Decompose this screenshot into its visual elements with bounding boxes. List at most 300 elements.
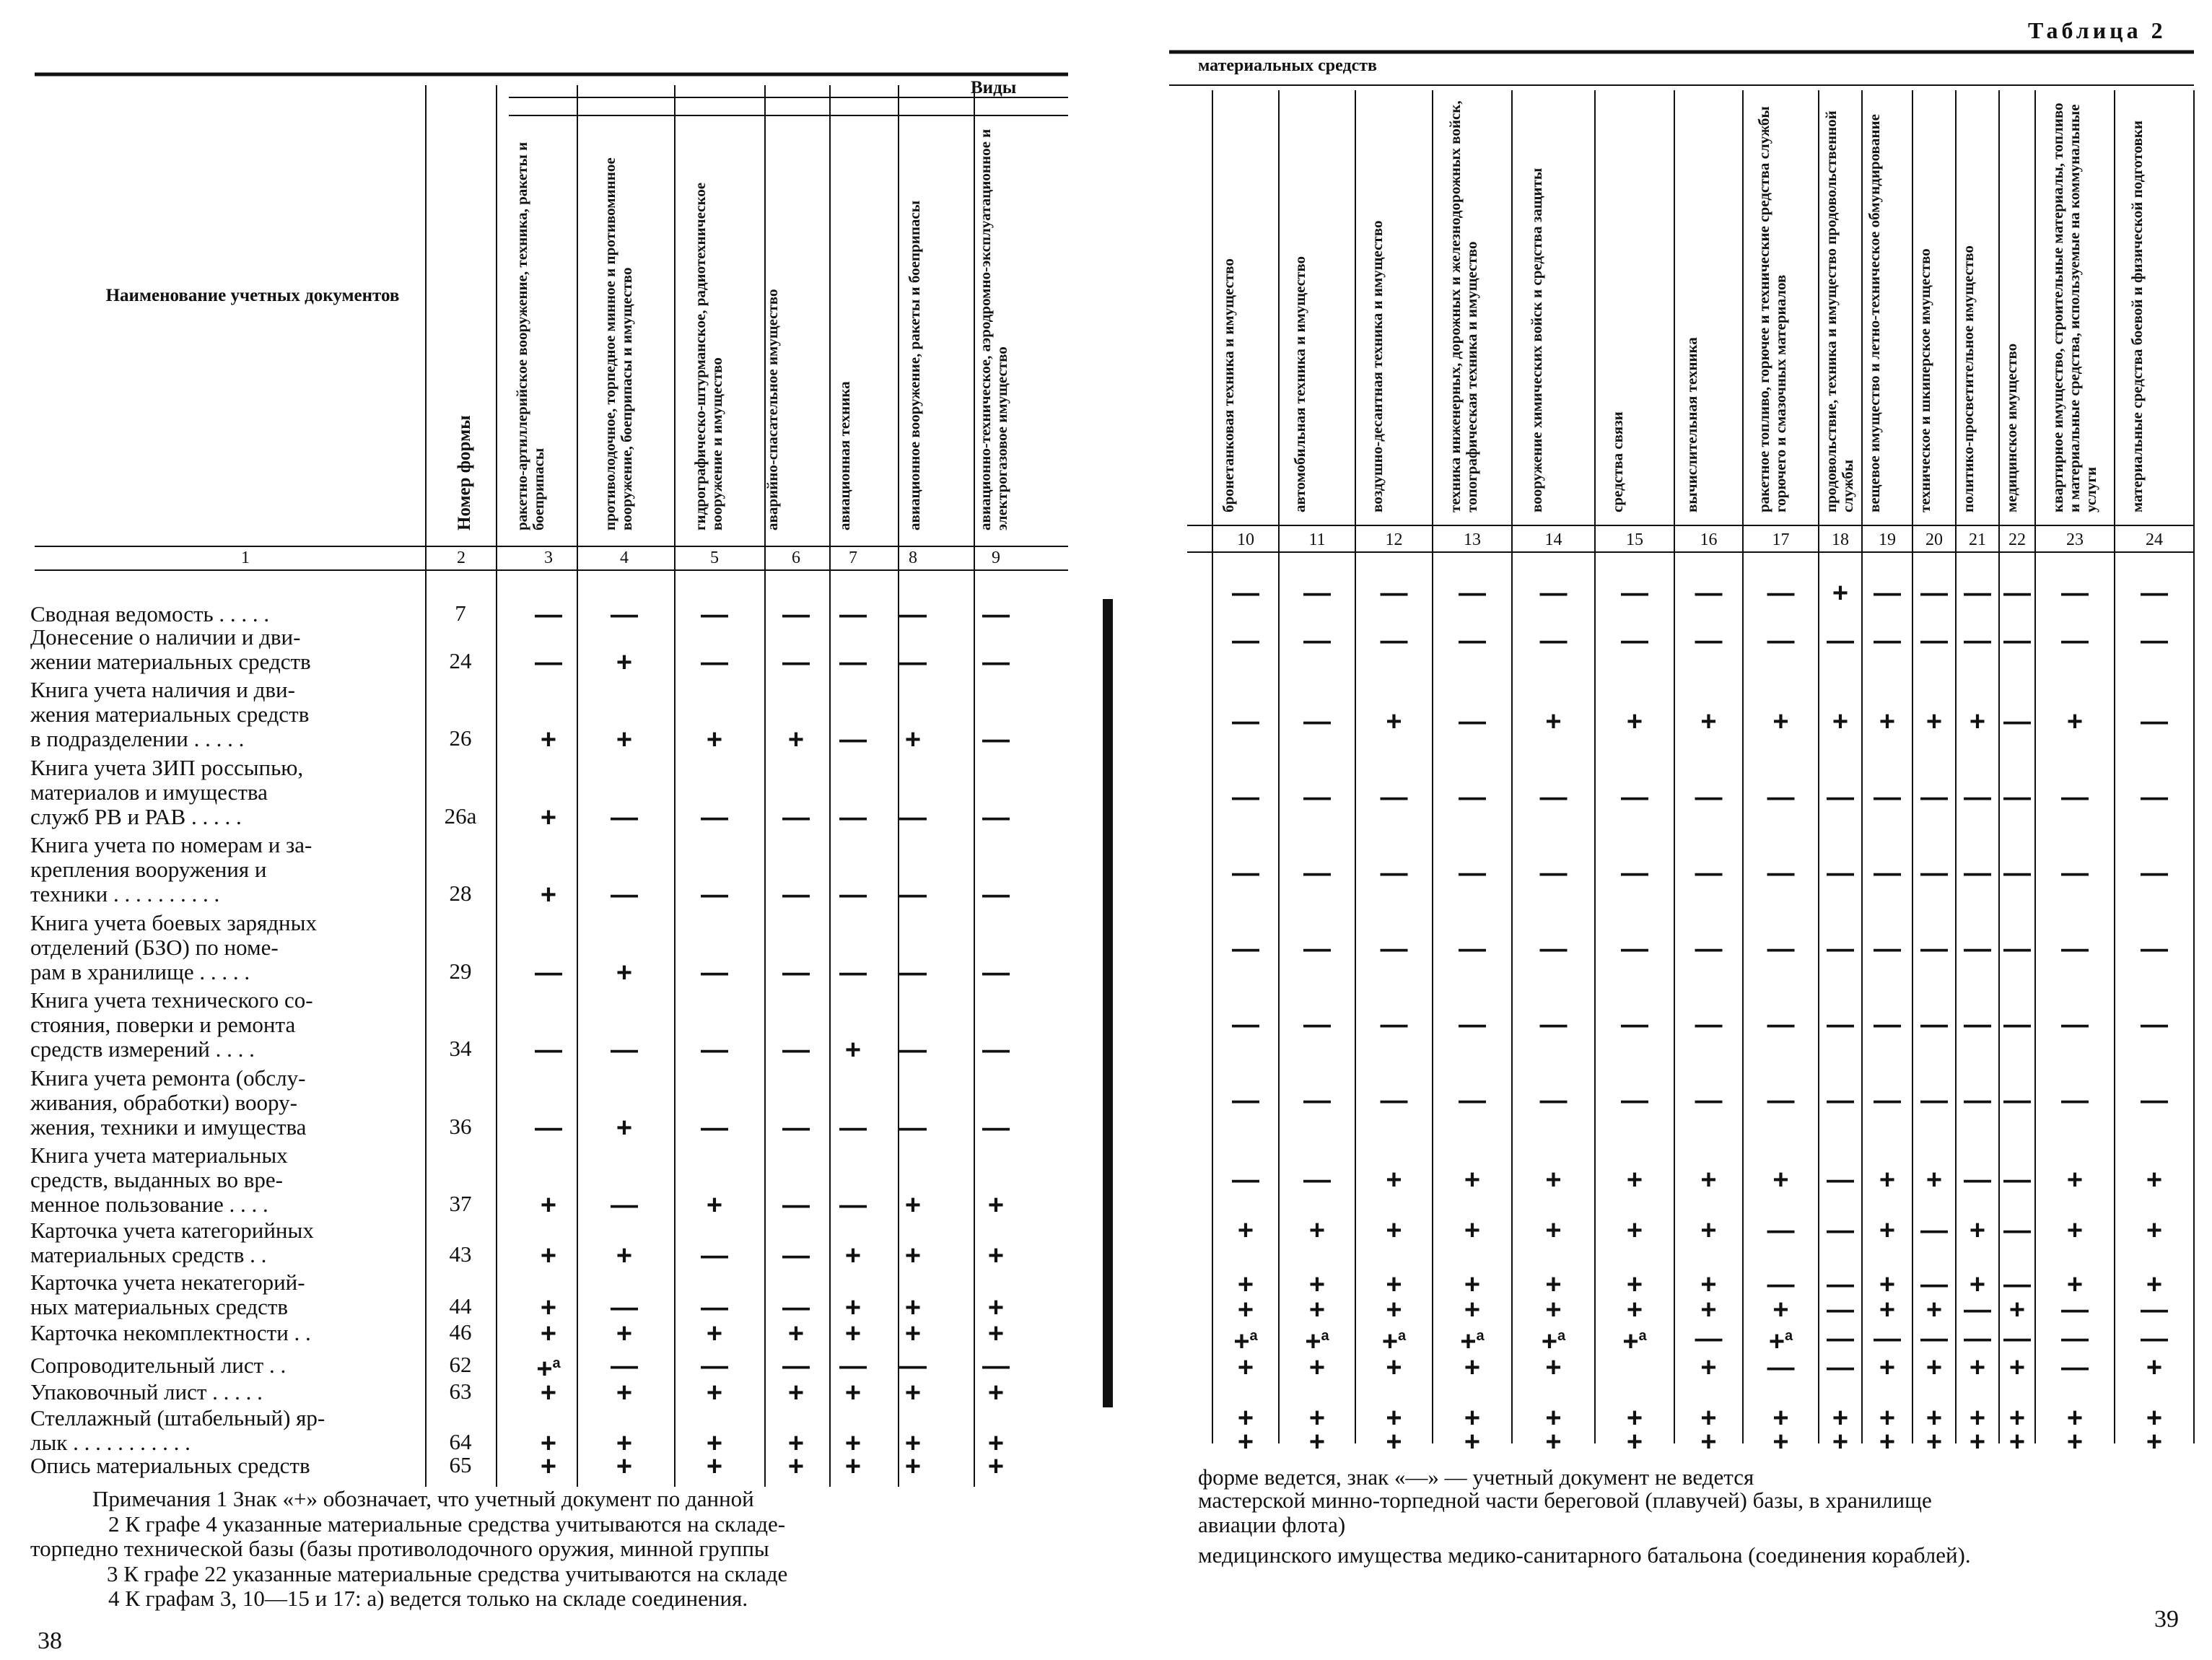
- row-form-number: 63: [449, 1379, 472, 1404]
- plus-mark: +: [1700, 707, 1717, 737]
- dash-mark: —: [1232, 1085, 1259, 1116]
- dash-mark: —: [899, 600, 927, 630]
- dash-mark: —: [982, 1113, 1010, 1143]
- plus-mark: +: [706, 1451, 723, 1482]
- dash-mark: —: [535, 647, 562, 678]
- plus-mark: +: [987, 1190, 1005, 1220]
- dash-mark: —: [535, 1035, 562, 1065]
- row-name-line: средств, выданных во вре-: [30, 1167, 283, 1192]
- plus-mark: +$^а$: [1768, 1326, 1793, 1357]
- header-continuation: материальных средств: [1198, 56, 1377, 75]
- plus-mark: +: [1308, 1295, 1326, 1325]
- dash-mark: —: [2003, 626, 2031, 656]
- plus-mark: +$^а$: [1381, 1326, 1407, 1357]
- dash-mark: —: [1303, 1010, 1331, 1040]
- column-number: 6: [792, 549, 800, 567]
- row-form-number: 37: [449, 1191, 472, 1216]
- plus-mark: +: [540, 1190, 557, 1220]
- dash-mark: —: [1964, 626, 1991, 656]
- name-column-header: Наименование учетных документов: [105, 286, 400, 305]
- dash-mark: —: [2061, 1353, 2089, 1383]
- plus-mark: +: [2146, 1165, 2163, 1195]
- dash-mark: —: [1539, 1085, 1568, 1116]
- dash-mark: —: [1767, 626, 1795, 656]
- dash-mark: —: [1767, 1270, 1795, 1300]
- plus-mark: +: [1308, 1427, 1326, 1457]
- dash-mark: —: [2003, 782, 2031, 813]
- plus-mark: +: [1386, 1165, 1402, 1195]
- row-form-number: 29: [449, 958, 472, 984]
- dash-mark: —: [1539, 578, 1568, 608]
- dash-mark: —: [1232, 707, 1259, 737]
- row-name-line: Стеллажный (штабельный) яр-: [30, 1405, 325, 1430]
- dash-mark: —: [2061, 934, 2089, 964]
- plus-mark: +: [1772, 1295, 1789, 1325]
- dash-mark: —: [782, 600, 810, 630]
- plus-mark: +: [1969, 1215, 1986, 1246]
- footnote-marker: а: [1249, 1328, 1258, 1345]
- dash-mark: —: [1303, 626, 1331, 656]
- dash-mark: —: [2061, 1010, 2089, 1040]
- plus-mark: +: [706, 1319, 723, 1349]
- row-name-line: жении материальных средств: [30, 649, 311, 674]
- plus-mark: +: [787, 1319, 805, 1349]
- dash-mark: —: [1380, 1010, 1408, 1040]
- column-number: 9: [992, 549, 1000, 567]
- dash-mark: —: [2141, 707, 2168, 737]
- dash-mark: —: [2061, 1295, 2089, 1325]
- dash-mark: —: [1964, 858, 1991, 888]
- dash-mark: —: [982, 880, 1010, 910]
- dash-mark: —: [839, 600, 867, 630]
- dash-mark: —: [1459, 626, 1486, 656]
- dash-mark: —: [2141, 626, 2168, 656]
- plus-mark: +: [787, 1451, 805, 1482]
- plus-mark: +: [540, 1241, 557, 1271]
- plus-mark: +: [2146, 1215, 2163, 1246]
- plus-mark: +: [1308, 1353, 1326, 1383]
- plus-mark: +: [2146, 1270, 2163, 1300]
- dash-mark: —: [1920, 626, 1948, 656]
- plus-mark: +: [844, 1035, 862, 1065]
- dash-mark: —: [2141, 578, 2168, 608]
- dash-mark: —: [535, 1113, 562, 1143]
- dash-mark: —: [1827, 1270, 1854, 1300]
- plus-mark: +$^а$: [1233, 1326, 1258, 1357]
- plus-mark: +: [540, 880, 557, 910]
- dash-mark: —: [1964, 1295, 1991, 1325]
- page-number-right: 39: [2154, 1606, 2179, 1633]
- dash-mark: —: [1767, 1215, 1795, 1246]
- dash-mark: —: [1695, 1324, 1723, 1354]
- dash-mark: —: [1695, 578, 1723, 608]
- dash-mark: —: [1380, 858, 1408, 888]
- plus-mark: +: [1879, 1165, 1896, 1195]
- plus-mark: +: [616, 1319, 633, 1349]
- dash-mark: —: [1621, 1085, 1648, 1116]
- plus-mark: +: [904, 1378, 922, 1408]
- dash-mark: —: [782, 1241, 810, 1271]
- plus-mark: +: [987, 1428, 1005, 1459]
- plus-mark: +: [1832, 578, 1849, 608]
- dash-mark: —: [701, 1113, 728, 1143]
- plus-mark: +: [1626, 1165, 1643, 1195]
- dash-mark: —: [1827, 1324, 1854, 1354]
- column-header: авиационная техника: [836, 381, 853, 530]
- plus-mark: +: [1969, 707, 1986, 737]
- column-header: техника инженерных, дорожных и железнодорожных войск, топографическая техника и имущество: [1446, 100, 1480, 512]
- dash-mark: —: [982, 958, 1010, 988]
- plus-mark: +: [1464, 1427, 1481, 1457]
- dash-mark: —: [1380, 578, 1408, 608]
- dash-mark: —: [782, 1113, 810, 1143]
- column-header: политико-просветительное имущество: [1959, 245, 1977, 512]
- dash-mark: —: [839, 1351, 867, 1381]
- dash-mark: —: [535, 600, 562, 630]
- dash-mark: —: [2003, 1270, 2031, 1300]
- note-line: медицинского имущества медико-санитарного батальона (соединения кораблей).: [1198, 1542, 1971, 1568]
- column-number: 16: [1700, 530, 1718, 549]
- dash-mark: —: [982, 1351, 1010, 1381]
- dash-mark: —: [1539, 782, 1568, 813]
- plus-mark: +: [844, 1378, 862, 1408]
- column-number: 23: [2066, 530, 2084, 549]
- plus-mark: +: [1700, 1270, 1717, 1300]
- dash-mark: —: [2003, 707, 2031, 737]
- row-name-line: ных материальных средств: [30, 1294, 289, 1319]
- row-name-line: в подразделении . . . . .: [30, 726, 245, 751]
- column-header: медицинское имущество: [2003, 343, 2020, 512]
- dash-mark: —: [1767, 578, 1795, 608]
- row-name-line: Книга учета ЗИП россыпью,: [30, 755, 304, 780]
- plus-mark: +: [904, 725, 922, 755]
- plus-mark: +: [1237, 1427, 1254, 1457]
- plus-mark: +: [1925, 707, 1943, 737]
- footnote-marker: а: [552, 1355, 561, 1372]
- dash-mark: —: [1767, 1085, 1795, 1116]
- column-number: 8: [909, 549, 917, 567]
- plus-mark: +$^а$: [1460, 1326, 1485, 1357]
- note-line: форме ведется, знак «—» — учетный документ не ведется: [1198, 1464, 1754, 1490]
- dash-mark: —: [611, 880, 638, 910]
- plus-mark: +: [1925, 1165, 1943, 1195]
- dash-mark: —: [611, 1293, 638, 1323]
- plus-mark: +: [904, 1451, 922, 1482]
- plus-mark: +: [540, 803, 557, 833]
- plus-mark: +: [2066, 1270, 2084, 1300]
- dash-mark: —: [1380, 934, 1408, 964]
- plus-mark: +: [1386, 1427, 1402, 1457]
- dash-mark: —: [611, 1190, 638, 1220]
- dash-mark: —: [1767, 934, 1795, 964]
- plus-mark: +: [1308, 1403, 1326, 1433]
- plus-mark: +: [904, 1190, 922, 1220]
- dash-mark: —: [1964, 1324, 1991, 1354]
- plus-mark: +: [1772, 1427, 1789, 1457]
- row-name-line: Книга учета технического со-: [30, 987, 313, 1013]
- dash-mark: —: [1232, 934, 1259, 964]
- row-name-line: жения материальных средств: [30, 702, 310, 727]
- dash-mark: —: [1232, 782, 1259, 813]
- plus-mark: +: [706, 1428, 723, 1459]
- dash-mark: —: [1874, 934, 1901, 964]
- dash-mark: —: [701, 647, 728, 678]
- dash-mark: —: [1621, 626, 1648, 656]
- row-name-line: Карточка учета некатегорий-: [30, 1270, 305, 1295]
- plus-mark: +: [1464, 1295, 1481, 1325]
- plus-mark: +: [540, 725, 557, 755]
- plus-mark: +: [1925, 1353, 1943, 1383]
- dash-mark: —: [1303, 782, 1331, 813]
- plus-mark: +: [1879, 1270, 1896, 1300]
- plus-mark: +: [1700, 1427, 1717, 1457]
- plus-mark: +: [1545, 1215, 1562, 1246]
- plus-mark: +: [1925, 1403, 1943, 1433]
- plus-mark: +: [1464, 1165, 1481, 1195]
- plus-mark: +: [1772, 1403, 1789, 1433]
- plus-mark: +: [1969, 1353, 1986, 1383]
- plus-mark: +: [1545, 1165, 1562, 1195]
- plus-mark: +: [844, 1293, 862, 1323]
- plus-mark: +: [540, 1451, 557, 1482]
- plus-mark: +: [844, 1451, 862, 1482]
- dash-mark: —: [1827, 1353, 1854, 1383]
- dash-mark: —: [1695, 626, 1723, 656]
- column-header: квартирное имущество, строительные материалы, топливо и материальные средства, используемые на коммунальные услуги: [2049, 102, 2099, 512]
- dash-mark: —: [1920, 1270, 1948, 1300]
- row-name-line: Опись материальных средств: [30, 1453, 310, 1478]
- plus-mark: +: [1879, 1427, 1896, 1457]
- plus-mark: +: [844, 1428, 862, 1459]
- column-header: вооружение химических войск и средства защиты: [1527, 167, 1545, 512]
- dash-mark: —: [982, 600, 1010, 630]
- column-header: бронетанковая техника и имущество: [1220, 258, 1237, 512]
- dash-mark: —: [1539, 1010, 1568, 1040]
- dash-mark: —: [1920, 1215, 1948, 1246]
- plus-mark: +: [1237, 1215, 1254, 1246]
- row-name-line: Сводная ведомость . . . . .: [30, 601, 270, 626]
- plus-mark: +: [2008, 1403, 2026, 1433]
- note-line: торпедно технической базы (базы противолодочного оружия, минной группы: [30, 1536, 769, 1561]
- row-form-number: 24: [449, 648, 472, 673]
- dash-mark: —: [2141, 782, 2168, 813]
- dash-mark: —: [1767, 1353, 1795, 1383]
- dash-mark: —: [1303, 1085, 1331, 1116]
- dash-mark: —: [899, 647, 927, 678]
- row-name-line: Книга учета материальных: [30, 1143, 288, 1168]
- row-form-number: 26: [449, 725, 472, 751]
- dash-mark: —: [1232, 626, 1259, 656]
- plus-mark: +: [2066, 707, 2084, 737]
- plus-mark: +: [1237, 1295, 1254, 1325]
- dash-mark: —: [2003, 1010, 2031, 1040]
- plus-mark: +$^а$: [536, 1353, 561, 1384]
- plus-mark: +: [1237, 1353, 1254, 1383]
- dash-mark: —: [1303, 858, 1331, 888]
- plus-mark: +: [1969, 1427, 1986, 1457]
- dash-mark: —: [1539, 858, 1568, 888]
- plus-mark: +: [706, 725, 723, 755]
- row-name-line: Карточка учета категорийных: [30, 1218, 314, 1243]
- plus-mark: +: [2146, 1353, 2163, 1383]
- plus-mark: +: [2066, 1403, 2084, 1433]
- dash-mark: —: [899, 1035, 927, 1065]
- column-number: 2: [457, 549, 465, 567]
- plus-mark: +: [1879, 707, 1896, 737]
- dash-mark: —: [782, 1035, 810, 1065]
- dash-mark: —: [1539, 934, 1568, 964]
- row-name-line: техники . . . . . . . . . .: [30, 881, 220, 907]
- dash-mark: —: [1874, 858, 1901, 888]
- dash-mark: —: [982, 1035, 1010, 1065]
- row-name-line: отделений (БЗО) по номе-: [30, 935, 279, 960]
- row-name-line: крепления вооружения и: [30, 857, 267, 882]
- plus-mark: +: [1700, 1403, 1717, 1433]
- dash-mark: —: [1232, 1165, 1259, 1195]
- dash-mark: —: [982, 803, 1010, 833]
- dash-mark: —: [1827, 1215, 1854, 1246]
- row-name-line: лык . . . . . . . . . . .: [30, 1430, 191, 1455]
- plus-mark: +: [616, 647, 633, 678]
- dash-mark: —: [1459, 858, 1486, 888]
- plus-mark: +: [2066, 1427, 2084, 1457]
- column-header: воздушно-десантная техника и имущество: [1368, 220, 1386, 512]
- column-header: Номер формы: [455, 415, 474, 530]
- dash-mark: —: [1621, 578, 1648, 608]
- row-name-line: Упаковочный лист . . . . .: [30, 1379, 263, 1405]
- dash-mark: —: [2061, 1085, 2089, 1116]
- dash-mark: —: [1920, 858, 1948, 888]
- row-name-line: материальных средств . .: [30, 1242, 267, 1267]
- dash-mark: —: [2003, 578, 2031, 608]
- plus-mark: +: [1879, 1403, 1896, 1433]
- row-form-number: 46: [449, 1319, 472, 1345]
- column-header: вычислительная техника: [1682, 337, 1700, 512]
- plus-mark: +: [2146, 1427, 2163, 1457]
- plus-mark: +: [616, 1378, 633, 1408]
- plus-mark: +: [987, 1378, 1005, 1408]
- page-number-left: 38: [38, 1628, 62, 1654]
- footnote-marker: а: [1785, 1328, 1793, 1345]
- dash-mark: —: [782, 958, 810, 988]
- dash-mark: —: [1459, 578, 1486, 608]
- plus-mark: +: [1545, 1427, 1562, 1457]
- dash-mark: —: [1303, 934, 1331, 964]
- dash-mark: —: [2061, 626, 2089, 656]
- row-name-line: Донесение о наличии и дви-: [30, 624, 301, 650]
- plus-mark: +: [787, 1428, 805, 1459]
- dash-mark: —: [535, 958, 562, 988]
- plus-mark: +: [1626, 1215, 1643, 1246]
- dash-mark: —: [2061, 1324, 2089, 1354]
- dash-mark: —: [611, 1035, 638, 1065]
- dash-mark: —: [2061, 782, 2089, 813]
- dash-mark: —: [1920, 1085, 1948, 1116]
- plus-mark: +: [1879, 1353, 1896, 1383]
- dash-mark: —: [701, 1293, 728, 1323]
- plus-mark: +: [1237, 1270, 1254, 1300]
- row-form-number: 62: [449, 1352, 472, 1377]
- plus-mark: +: [1545, 1295, 1562, 1325]
- row-form-number: 7: [455, 600, 466, 626]
- dash-mark: —: [782, 1190, 810, 1220]
- dash-mark: —: [1964, 1165, 1991, 1195]
- dash-mark: —: [1767, 858, 1795, 888]
- plus-mark: +: [616, 1451, 633, 1482]
- dash-mark: —: [1303, 578, 1331, 608]
- column-header: авиационно-техническое, аэродромно-эксплуатационное и электрогазовое имущество: [976, 128, 1010, 530]
- row-form-number: 64: [449, 1429, 472, 1454]
- plus-mark: +: [616, 1241, 633, 1271]
- dash-mark: —: [1380, 626, 1408, 656]
- row-name-line: рам в хранилище . . . . .: [30, 959, 250, 984]
- plus-mark: +: [1626, 1427, 1643, 1457]
- dash-mark: —: [1964, 934, 1991, 964]
- dash-mark: —: [701, 1035, 728, 1065]
- dash-mark: —: [899, 1113, 927, 1143]
- plus-mark: +: [1386, 1353, 1402, 1383]
- dash-mark: —: [2003, 1085, 2031, 1116]
- column-header: вещевое имущество и летно-техническое обмундирование: [1866, 114, 1883, 512]
- dash-mark: —: [839, 1190, 867, 1220]
- plus-mark: +: [1700, 1165, 1717, 1195]
- dash-mark: —: [839, 1113, 867, 1143]
- dash-mark: —: [1920, 934, 1948, 964]
- dash-mark: —: [899, 803, 927, 833]
- dash-mark: —: [1827, 858, 1854, 888]
- column-number: 20: [1925, 530, 1943, 549]
- plus-mark: +: [904, 1428, 922, 1459]
- dash-mark: —: [782, 880, 810, 910]
- column-header: продовольствие, техника и имущество продовольственной службы: [1822, 110, 1856, 512]
- column-number: 3: [544, 549, 553, 567]
- plus-mark: +: [2008, 1295, 2026, 1325]
- dash-mark: —: [1695, 1085, 1723, 1116]
- dash-mark: —: [1827, 1165, 1854, 1195]
- dash-mark: —: [1827, 1085, 1854, 1116]
- plus-mark: +: [1237, 1403, 1254, 1433]
- dash-mark: —: [1874, 782, 1901, 813]
- dash-mark: —: [1964, 782, 1991, 813]
- plus-mark: +: [1545, 707, 1562, 737]
- plus-mark: +: [1626, 1403, 1643, 1433]
- plus-mark: +: [1545, 1353, 1562, 1383]
- column-number: 5: [710, 549, 719, 567]
- row-form-number: 43: [449, 1241, 472, 1267]
- plus-mark: +$^а$: [1305, 1326, 1329, 1357]
- row-name-line: Сопроводительный лист . .: [30, 1353, 287, 1378]
- dash-mark: —: [2141, 1010, 2168, 1040]
- plus-mark: +: [616, 958, 633, 988]
- dash-mark: —: [1920, 1010, 1948, 1040]
- dash-mark: —: [701, 803, 728, 833]
- plus-mark: +: [616, 1113, 633, 1143]
- row-form-number: 65: [449, 1452, 472, 1477]
- plus-mark: +: [1700, 1295, 1717, 1325]
- dash-mark: —: [1964, 1010, 1991, 1040]
- note-line: авиации флота): [1198, 1512, 1346, 1537]
- dash-mark: —: [1920, 578, 1948, 608]
- dash-mark: —: [611, 600, 638, 630]
- row-name-line: менное пользование . . . .: [30, 1192, 268, 1217]
- column-header: ракетно-артиллерийское вооружение, техника, ракеты и боеприпасы: [513, 141, 547, 530]
- dash-mark: —: [1827, 1295, 1854, 1325]
- binding-gutter: [1103, 599, 1113, 1407]
- dash-mark: —: [1874, 626, 1901, 656]
- dash-mark: —: [701, 880, 728, 910]
- dash-mark: —: [1459, 707, 1486, 737]
- dash-mark: —: [1874, 1324, 1901, 1354]
